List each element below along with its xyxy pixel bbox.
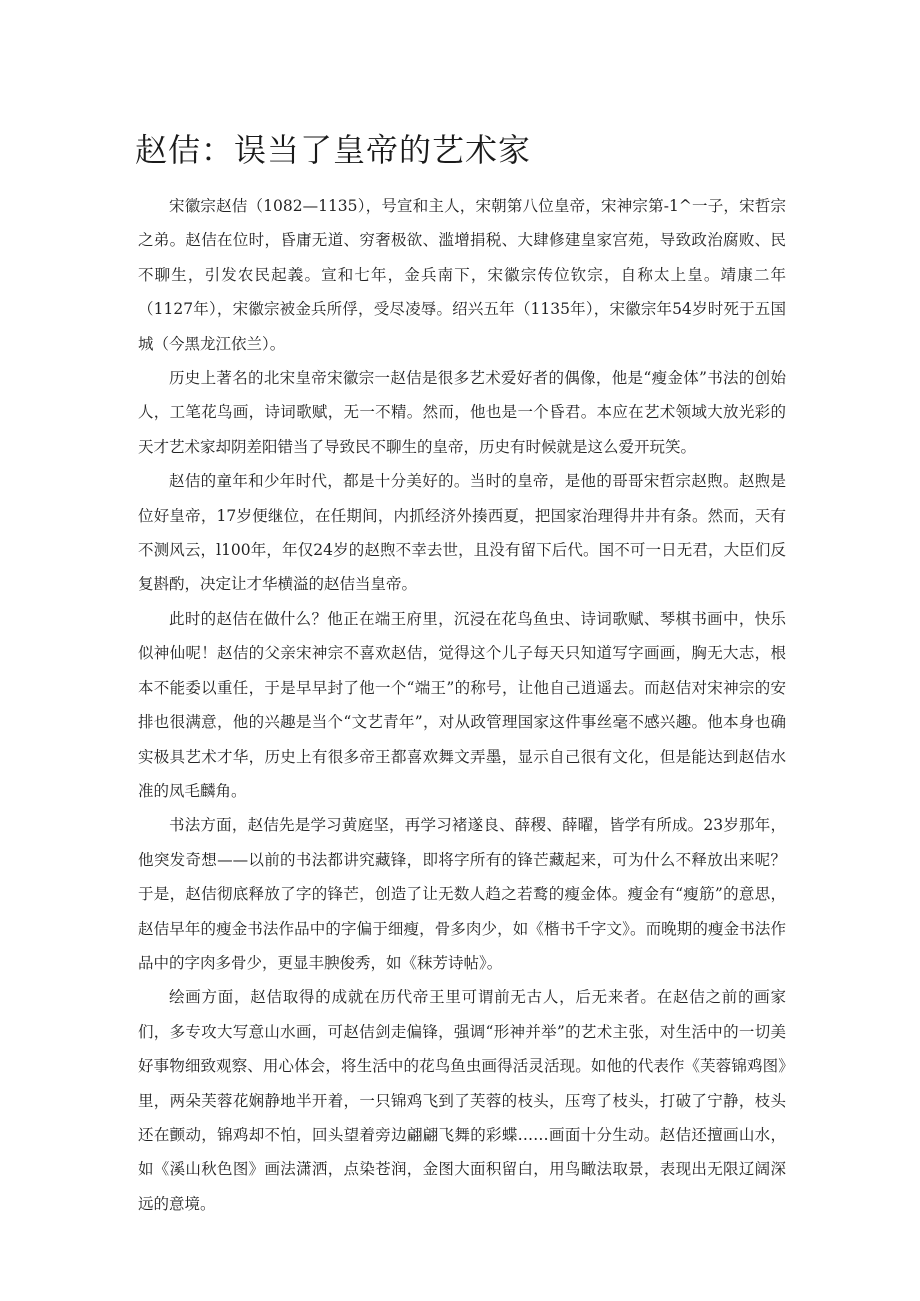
article-title: 赵佶：误当了皇帝的艺术家 [135,131,532,169]
paragraph-calligraphy: 书法方面，赵佶先是学习黄庭坚，再学习褚遂良、薛稷、薛曜，皆学有所成。23岁那年，他突发奇想——以前的书法都讲究藏锋，即将字所有的锋芒藏起来，可为什么不释放出来呢？于是，赵佶彻底释放了字的锋芒，创造了让无数人趋之若鹜的瘦金体。瘦金有“瘦筋”的意思，赵佶早年的瘦金书法作品中的字偏于细瘦，骨多肉少，如《楷书千字文》。而晚期的瘦金书法作品中的字肉多骨少，更显丰腴俊秀，如《秣芳诗帖》。 [138,816,786,972]
article-body [138,189,786,1221]
paragraph-biography: 宋徽宗赵佶（1082—1135），号宣和主人，宋朝第八位皇帝，宋神宗第-1^一子，宋哲宗之弟。赵佶在位时，昏庸无道、穷奢极欲、滥增捐税、大肆修建皇家宫苑，导致政治腐败、民不聊生，引发农民起義。宣和七年，金兵南下，宋徽宗传位钦宗，自称太上皇。靖康二年（1127年），宋徽宗被金兵所俘，受尽凌辱。绍兴五年（1135年），宋徽宗年54岁时死于五国城（今黑龙江依兰）。 [138,197,786,353]
paragraph-introduction: 历史上著名的北宋皇帝宋徽宗一赵佶是很多艺术爱好者的偶像，他是“瘦金体”书法的创始人，工笔花鸟画，诗词歌赋，无一不精。然而，他也是一个昏君。本应在艺术领域大放光彩的天才艺术家却阴差阳错当了导致民不聊生的皇帝，历史有时候就是这么爱开玩笑。 [138,369,786,456]
paragraph-prince-duan: 此时的赵佶在做什么？他正在端王府里，沉浸在花鸟鱼虫、诗词歌赋、琴棋书画中，快乐似神仙呢！赵佶的父亲宋神宗不喜欢赵佶，觉得这个儿子每天只知道写字画画，胸无大志，根本不能委以重任，于是早早封了他一个“端王”的称号，让他自己逍遥去。而赵佶对宋神宗的安排也很满意，他的兴趣是当个“文艺青年”，对从政管理国家这件事丝毫不感兴趣。他本身也确实极具艺术才华，历史上有很多帝王都喜欢舞文弄墨，显示自己很有文化，但是能达到赵佶水准的凤毛麟角。 [138,609,786,800]
paragraph-childhood: 赵佶的童年和少年时代，都是十分美好的。当时的皇帝，是他的哥哥宋哲宗赵煦。赵煦是位好皇帝，17岁便继位，在任期间，内抓经济外揍西夏，把国家治理得井井有条。然而，天有不测风云，l100年，年仅24岁的赵煦不幸去世，且没有留下后代。国不可一日无君，大臣们反复斟酌，决定让才华横溢的赵佶当皇帝。 [138,472,786,594]
paragraph-painting: 绘画方面，赵佶取得的成就在历代帝王里可谓前无古人，后无来者。在赵佶之前的画家们，多专攻大写意山水画，可赵佶剑走偏锋，强调“形神并举”的艺术主张，对生活中的一切美好事物细致观察、用心体会，将生活中的花鸟鱼虫画得活灵活现。如他的代表作《芙蓉锦鸡图》里，两朵芙蓉花娴静地半开着，一只锦鸡飞到了芙蓉的枝头，压弯了枝头，打破了宁静，枝头还在颤动，锦鸡却不怕，回头望着旁边翩翩飞舞的彩蝶……画面十分生动。赵佶还擅画山水，如《溪山秋色图》画法潇洒，点染苍润，金图大面积留白，用鸟瞰法取景，表现出无限辽阔深远的意境。 [138,988,786,1213]
